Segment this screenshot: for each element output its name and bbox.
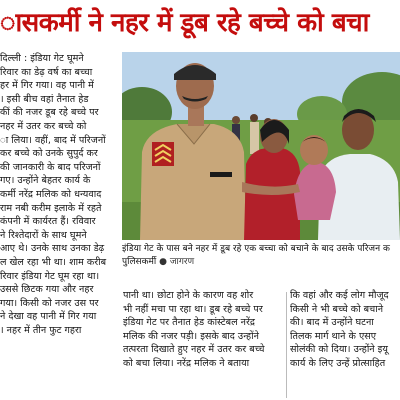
article-line: गए। उन्होंने बेहतर कार्य के [0, 175, 91, 187]
article-line: । इसी बीच वहां तैनात हेड [0, 93, 89, 105]
article-line: मलिक की नजर पड़ी। इसके बाद उन्होंने [123, 330, 259, 342]
article-line: किसी ने भी बच्चे को बचाने [290, 303, 384, 315]
article-line: गया। किसी को नजर उस पर [0, 297, 99, 309]
article-line: को बचा लिया। नरेंद्र मलिक ने बताया [123, 357, 250, 369]
caption-line: इंडिया गेट के पास बने नहर में डूब रहे एक बच्चा को बचाने के बाद उसके परिजन क [122, 244, 390, 254]
article-line: । नहर में तीन फुट गहरा [0, 324, 82, 336]
article-line: ने रिश्तेदारों के साथ घूमने [0, 229, 87, 241]
article-line: कि वहां और कई लोग मौजूद [290, 290, 389, 301]
article-line: हर में गिर गया। वह पानी में [0, 80, 94, 92]
article-line: ने देखा वह पानी में गिर गया [0, 311, 97, 323]
article-line: पानी था। छोटा होने के कारण वह शोर [123, 290, 254, 301]
article-line: राम नबी करीम इलाके में रहते [0, 202, 102, 214]
article-line: तिलक मार्ग थाने के एसए [290, 330, 377, 342]
article-right-column [290, 289, 400, 400]
article-line: सोलंकी को दिया। उन्होंने इयू [290, 344, 388, 356]
caption-line [122, 256, 400, 269]
photo-caption [122, 243, 400, 273]
article-line: ा लिया। वहीं, बाद में परिजनों [0, 134, 106, 146]
article-line: भी नहीं मचा पा रहा था। डूब रहे बच्चे पर [123, 303, 263, 315]
article-line: आए थे। उनके साथ उनका डेढ़ [0, 243, 105, 255]
article-line: की। बाद में उन्होंने घटना [290, 317, 374, 329]
article-line: कर बच्चे को उनके सुपुर्द कर [0, 148, 98, 160]
article-line: ल खेल रहा भी था। शाम करीब [0, 256, 107, 268]
article-middle-column [123, 289, 283, 400]
news-photo [122, 52, 400, 240]
article-line: नहर में उतर कर बच्चे को [0, 120, 87, 132]
article-line: कर्मी नरेंद्र मलिक को धन्यवाद [0, 188, 102, 200]
article-line: रिवार इंडिया गेट घूम रहा था। [0, 270, 100, 282]
article-left-column [0, 52, 118, 400]
article-line: कीं की नजर डूब रहे बच्चे पर [0, 107, 99, 119]
article-line: दिल्ली : इंडिया गेट घूमने [0, 53, 84, 64]
column-divider [286, 292, 287, 398]
caption-source: ● जागरण [159, 257, 195, 267]
headline: ासकर्मी ने नहर में डूब रहे बच्चे को बचा [0, 8, 369, 38]
caption-line-2: पुलिसकर्मी [122, 257, 157, 267]
article-line: की जानकारी के बाद परिजनों [0, 161, 101, 173]
article-line: रिवार का डेढ़ वर्ष का बच्चा [0, 66, 93, 78]
news-photo-illustration [122, 52, 400, 240]
article-line: तत्परता दिखाते हुए नहर में उतर कर बच्चे [123, 344, 265, 356]
article-line: इंडिया गेट पर तैनात हेड कांस्टेबल नरेंद्र [123, 317, 256, 329]
article-line: कंपनी में कार्यरत हैं। रविवार [0, 216, 96, 228]
article-line: कार्य के लिए उन्हें प्रोत्साहित [290, 357, 386, 369]
article-line: उससे छिटक गया और नहर [0, 284, 94, 296]
